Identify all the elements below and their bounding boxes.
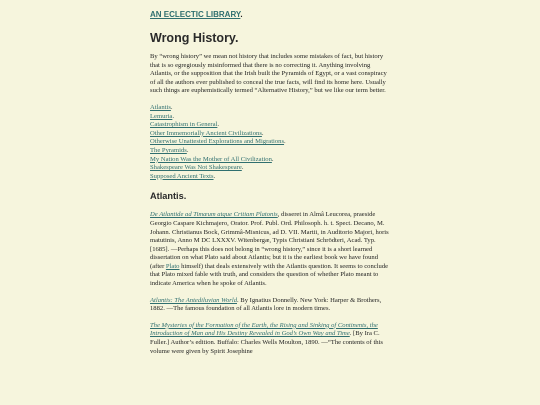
book-description-cont: himself) that deals extensively with the Atlantis question. It seems to conclude that Plato mixed fable with truth, and considers the question of whether Plato meant to indicate America when he spoke of Atlantis. [150,262,389,288]
table-of-contents [150,104,392,181]
book-description: . [By Ira C. Fuller.] Author’s edition. Buffalo: Charles Wells Moulton, 1890. —“The contents of this volume were given by Spirit Josephine [150,330,383,355]
toc-link-mother-nation[interactable]: My Nation Was the Mother of All Civilization [150,155,272,163]
toc-item: My Nation Was the Mother of All Civilization. [150,155,274,163]
toc-link-catastrophism[interactable]: Catastrophism in General [150,121,218,129]
toc-link-explorations[interactable]: Otherwise Unattested Explorations and Migrations [150,138,285,146]
book-title-link[interactable]: Atlantis: The Antediluvian World [150,296,237,304]
site-home-link[interactable]: AN ECLECTIC LIBRARY [150,10,241,19]
toc-link-atlantis[interactable]: Atlantis [150,103,171,111]
toc-link-pyramids[interactable]: The Pyramids [150,146,187,154]
intro-paragraph: By “wrong history” we mean not history that includes some mistakes of fact, but history that is so egregiously misinformed that there is no correcting it. Anything involving Atlantis, or the supposition that the Irish built the Pyramids of Egypt, or a vast conspiracy of all the authors ever published to conceal the true facts, will find its home here. Usually such things are euphemistically termed “Alternative History,” but we like our term better. [150,53,387,95]
book-title-link[interactable]: De Atlantide ad Timæum atque Critiam Platonis [150,211,278,219]
book-title-link[interactable]: The Mysteries of the Formation of the Earth, the Rising and Sinking of Continents, the Introduction of Man and His Destiny Revealed in God’s Own Way and Time [150,321,378,338]
book-entry [150,211,392,288]
toc-link-lemuria[interactable]: Lemuria [150,112,173,120]
toc-item: Catastrophism in General. [150,121,220,129]
toc-item: Otherwise Unattested Explorations and Migrations. [150,138,286,146]
book-description: . By Ignatius Donnelly. New York: Harper & Brothers, 1882. —The famous foundation of all Atlantis lore in modern times. [150,296,382,313]
toc-item: Lemuria. [150,112,174,120]
toc-item: Other Immemorially Ancient Civilizations. [150,129,264,137]
toc-item: The Pyramids. [150,146,189,154]
book-description: , disseret in Almâ Leucorea, praeside Georgio Caspare Kichmajero, Orator. Prof. Publ. Ord. Philosoph. h. t. Spect. Decano, M. Johann. Christianus Bock, Grimmâ-Misnicus, ad D. VII. Martii, in Auditorio Majori, horis matutinis, Anno M DC LXXXV. Witenbergæ, Typis Christiani Schrödteri, Acad. Typ. [1685]. —Perhaps this does not belong in “wrong history,” since it is a short learned dissertation on what Plato said about Atlantis; but it is the earliest book we have found (after [150,211,389,270]
toc-item: Shakespeare Was Not Shakespeare. [150,164,244,172]
page-title: Wrong History. [150,31,239,45]
book-entry [150,297,392,314]
site-period: . [240,10,243,19]
toc-item: Supposed Ancient Texts. [150,172,216,180]
plato-link[interactable]: Plato [165,262,180,270]
site-header [150,10,392,19]
book-entry [150,322,392,356]
toc-link-shakespeare[interactable]: Shakespeare Was Not Shakespeare [150,164,242,172]
toc-link-ancient-civilizations[interactable]: Other Immemorially Ancient Civilizations [150,129,262,137]
section-heading-atlantis: Atlantis. [150,191,187,202]
toc-item: Atlantis. [150,103,173,111]
toc-link-ancient-texts[interactable]: Supposed Ancient Texts [150,172,214,180]
page-content [150,8,392,364]
